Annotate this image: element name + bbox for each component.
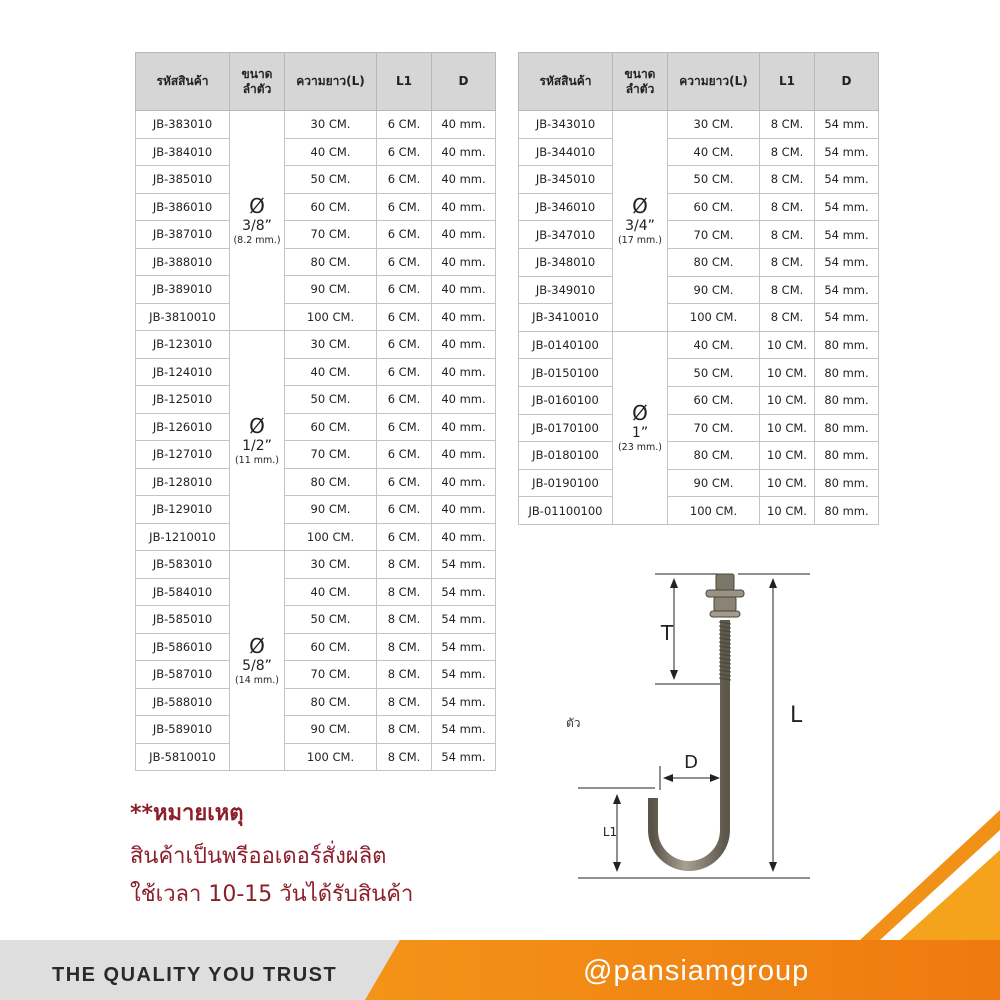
d-cell: 40 mm. (432, 303, 496, 331)
d-cell: 40 mm. (432, 193, 496, 221)
table-row (519, 193, 879, 221)
table-row (519, 386, 879, 414)
table-row (136, 468, 496, 496)
table-row (136, 386, 496, 414)
table-row (136, 661, 496, 689)
table-row (519, 276, 879, 304)
label-t: T (660, 621, 674, 645)
d-cell: 54 mm. (815, 221, 879, 249)
diameter-icon: Ø (249, 193, 265, 218)
product-code-cell: JB-383010 (136, 111, 230, 139)
table-row (136, 166, 496, 194)
table-row (136, 303, 496, 331)
label-d: D (684, 752, 698, 773)
length-cell: 70 CM. (285, 221, 377, 249)
diameter-cell (613, 111, 668, 332)
product-code-cell: JB-346010 (519, 193, 613, 221)
l1-cell: 8 CM. (377, 743, 432, 771)
table-row (519, 331, 879, 359)
lower-nut (714, 597, 736, 611)
top-nut (716, 574, 734, 590)
l1-cell: 8 CM. (760, 276, 815, 304)
length-cell: 50 CM. (668, 166, 760, 194)
diameter-cell (230, 331, 285, 551)
d-cell: 54 mm. (815, 276, 879, 304)
diameter-inch: 3/8” (242, 217, 272, 234)
d-cell: 54 mm. (815, 138, 879, 166)
product-code-cell: JB-588010 (136, 688, 230, 716)
product-code-cell: JB-0190100 (519, 469, 613, 497)
header-size (230, 53, 285, 111)
table-row (519, 111, 879, 139)
l1-cell: 8 CM. (760, 304, 815, 332)
product-code-cell: JB-01100100 (519, 497, 613, 525)
product-code-cell: JB-385010 (136, 166, 230, 194)
length-cell: 60 CM. (285, 633, 377, 661)
length-cell: 90 CM. (285, 496, 377, 524)
table-row (136, 551, 496, 579)
length-cell: 70 CM. (285, 441, 377, 469)
l1-cell: 8 CM. (760, 111, 815, 139)
product-code-cell: JB-386010 (136, 193, 230, 221)
length-cell: 40 CM. (285, 358, 377, 386)
d-cell: 80 mm. (815, 497, 879, 525)
bolt-rod (653, 620, 725, 866)
length-cell: 60 CM. (285, 413, 377, 441)
l1-cell: 8 CM. (760, 138, 815, 166)
product-code-cell: JB-384010 (136, 138, 230, 166)
l1-cell: 6 CM. (377, 331, 432, 359)
table-row (136, 496, 496, 524)
l1-cell: 6 CM. (377, 441, 432, 469)
header-l1: L1 (377, 53, 432, 111)
length-cell: 100 CM. (668, 304, 760, 332)
d-cell: 80 mm. (815, 442, 879, 470)
header-code: รหัสสินค้า (519, 53, 613, 111)
table-row (136, 331, 496, 359)
table-row (519, 414, 879, 442)
length-cell: 70 CM. (668, 414, 760, 442)
product-code-cell: JB-586010 (136, 633, 230, 661)
spec-table-left (135, 52, 496, 771)
l1-cell: 6 CM. (377, 138, 432, 166)
l1-cell: 6 CM. (377, 193, 432, 221)
l1-cell: 8 CM. (377, 551, 432, 579)
diameter-mm: (11 mm.) (234, 454, 280, 466)
product-code-cell: JB-348010 (519, 248, 613, 276)
header-code: รหัสสินค้า (136, 53, 230, 111)
length-cell: 100 CM. (285, 523, 377, 551)
d-cell: 54 mm. (815, 111, 879, 139)
d-cell: 80 mm. (815, 414, 879, 442)
table-row (519, 442, 879, 470)
l1-cell: 8 CM. (377, 716, 432, 744)
table-row (136, 716, 496, 744)
table-row (136, 441, 496, 469)
product-code-cell: JB-587010 (136, 661, 230, 689)
l1-cell: 8 CM. (377, 633, 432, 661)
footer-tagline: THE QUALITY YOU TRUST (52, 964, 338, 986)
diameter-inch: 3/4” (625, 217, 655, 234)
header-size-line1: ขนาด (624, 66, 656, 81)
d-cell: 54 mm. (432, 633, 496, 661)
header-size (613, 53, 668, 111)
d-cell: 80 mm. (815, 469, 879, 497)
label-l1: L1 (602, 825, 618, 839)
label-l: L (790, 703, 803, 728)
table-row (519, 248, 879, 276)
product-code-cell: JB-1210010 (136, 523, 230, 551)
product-code-cell: JB-343010 (519, 111, 613, 139)
d-cell: 80 mm. (815, 359, 879, 387)
table-row (136, 358, 496, 386)
table-row (136, 248, 496, 276)
length-cell: 70 CM. (285, 661, 377, 689)
length-cell: 90 CM. (668, 276, 760, 304)
corner-stripes (860, 790, 1000, 940)
d-cell: 54 mm. (432, 661, 496, 689)
d-cell: 54 mm. (432, 743, 496, 771)
lower-washer (710, 611, 740, 617)
d-cell: 40 mm. (432, 166, 496, 194)
product-code-cell: JB-583010 (136, 551, 230, 579)
length-cell: 90 CM. (285, 716, 377, 744)
d-cell: 40 mm. (432, 248, 496, 276)
table-row (136, 111, 496, 139)
table-row (136, 578, 496, 606)
header-d: D (432, 53, 496, 111)
length-cell: 90 CM. (285, 276, 377, 304)
l1-cell: 8 CM. (377, 688, 432, 716)
product-code-cell: JB-387010 (136, 221, 230, 249)
table-row (136, 221, 496, 249)
d-cell: 54 mm. (815, 193, 879, 221)
l1-cell: 10 CM. (760, 331, 815, 359)
length-cell: 30 CM. (285, 111, 377, 139)
table-row (136, 276, 496, 304)
l1-cell: 10 CM. (760, 469, 815, 497)
table-row (136, 688, 496, 716)
d-cell: 40 mm. (432, 468, 496, 496)
length-cell: 70 CM. (668, 221, 760, 249)
diameter-icon: Ø (249, 633, 265, 658)
table-row (519, 497, 879, 525)
product-code-cell: JB-124010 (136, 358, 230, 386)
d-cell: 54 mm. (432, 716, 496, 744)
l1-cell: 10 CM. (760, 414, 815, 442)
product-code-cell: JB-349010 (519, 276, 613, 304)
length-cell: 30 CM. (285, 331, 377, 359)
length-cell: 80 CM. (668, 248, 760, 276)
product-code-cell: JB-0160100 (519, 386, 613, 414)
product-code-cell: JB-0150100 (519, 359, 613, 387)
header-l1: L1 (760, 53, 815, 111)
diameter-icon: Ø (632, 400, 648, 425)
product-code-cell: JB-344010 (519, 138, 613, 166)
table-row (136, 606, 496, 634)
length-cell: 40 CM. (668, 331, 760, 359)
product-code-cell: JB-585010 (136, 606, 230, 634)
length-cell: 80 CM. (668, 442, 760, 470)
l1-cell: 8 CM. (377, 661, 432, 689)
length-cell: 100 CM. (285, 743, 377, 771)
d-cell: 54 mm. (432, 551, 496, 579)
product-code-cell: JB-126010 (136, 413, 230, 441)
l1-cell: 8 CM. (760, 248, 815, 276)
length-cell: 30 CM. (285, 551, 377, 579)
l1-cell: 6 CM. (377, 413, 432, 441)
d-cell: 40 mm. (432, 413, 496, 441)
length-cell: 30 CM. (668, 111, 760, 139)
j-bolt-diagram (560, 560, 840, 900)
header-length: ความยาว(L) (285, 53, 377, 111)
table-header-row (136, 53, 496, 111)
product-code-cell: JB-129010 (136, 496, 230, 524)
length-cell: 80 CM. (285, 468, 377, 496)
product-code-cell: JB-3810010 (136, 303, 230, 331)
d-cell: 40 mm. (432, 496, 496, 524)
length-cell: 40 CM. (285, 578, 377, 606)
length-cell: 90 CM. (668, 469, 760, 497)
table-row (519, 138, 879, 166)
l1-cell: 6 CM. (377, 221, 432, 249)
diameter-inch: 1/2” (242, 437, 272, 454)
footer-handle: @pansiamgroup (583, 955, 810, 987)
header-length: ความยาว(L) (668, 53, 760, 111)
product-code-cell: JB-589010 (136, 716, 230, 744)
length-cell: 80 CM. (285, 248, 377, 276)
d-cell: 40 mm. (432, 523, 496, 551)
product-code-cell: JB-128010 (136, 468, 230, 496)
length-cell: 60 CM. (668, 386, 760, 414)
header-size-line2: ลำตัว (625, 81, 655, 96)
length-cell: 50 CM. (285, 386, 377, 414)
l1-cell: 6 CM. (377, 358, 432, 386)
d-cell: 54 mm. (815, 304, 879, 332)
l1-cell: 6 CM. (377, 386, 432, 414)
product-code-cell: JB-3410010 (519, 304, 613, 332)
length-cell: 40 CM. (668, 138, 760, 166)
header-d: D (815, 53, 879, 111)
length-cell: 100 CM. (285, 303, 377, 331)
product-code-cell: JB-584010 (136, 578, 230, 606)
diameter-cell (613, 331, 668, 524)
table-row (519, 166, 879, 194)
product-code-cell: JB-0140100 (519, 331, 613, 359)
note-title: **หมายเหตุ (130, 801, 244, 826)
product-code-cell: JB-345010 (519, 166, 613, 194)
d-cell: 54 mm. (815, 166, 879, 194)
diameter-mm: (8.2 mm.) (233, 234, 281, 246)
length-cell: 60 CM. (668, 193, 760, 221)
length-cell: 60 CM. (285, 193, 377, 221)
note-line-2: ใช้เวลา 10-15 วันได้รับสินค้า (130, 882, 414, 907)
l1-cell: 10 CM. (760, 497, 815, 525)
diameter-mm: (14 mm.) (234, 674, 280, 686)
length-cell: 50 CM. (285, 606, 377, 634)
length-cell: 50 CM. (668, 359, 760, 387)
header-size-line2: ลำตัว (242, 81, 272, 96)
d-cell: 40 mm. (432, 331, 496, 359)
d-cell: 54 mm. (815, 248, 879, 276)
d-cell: 80 mm. (815, 331, 879, 359)
diameter-inch: 5/8” (242, 657, 272, 674)
product-code-cell: JB-389010 (136, 276, 230, 304)
diameter-mm: (17 mm.) (617, 234, 663, 246)
table-row (519, 221, 879, 249)
table-row (136, 138, 496, 166)
d-cell: 40 mm. (432, 138, 496, 166)
d-cell: 40 mm. (432, 111, 496, 139)
product-code-cell: JB-125010 (136, 386, 230, 414)
l1-cell: 6 CM. (377, 111, 432, 139)
product-code-cell: JB-127010 (136, 441, 230, 469)
l1-cell: 6 CM. (377, 166, 432, 194)
table-row (136, 633, 496, 661)
l1-cell: 8 CM. (377, 578, 432, 606)
d-cell: 40 mm. (432, 441, 496, 469)
l1-cell: 8 CM. (760, 193, 815, 221)
diameter-mm: (23 mm.) (617, 441, 663, 453)
d-cell: 54 mm. (432, 688, 496, 716)
l1-cell: 8 CM. (760, 166, 815, 194)
table-row (136, 523, 496, 551)
length-cell: 80 CM. (285, 688, 377, 716)
l1-cell: 6 CM. (377, 248, 432, 276)
l1-cell: 6 CM. (377, 303, 432, 331)
diameter-icon: Ø (249, 413, 265, 438)
diameter-icon: Ø (632, 193, 648, 218)
l1-cell: 10 CM. (760, 386, 815, 414)
d-cell: 54 mm. (432, 606, 496, 634)
l1-cell: 10 CM. (760, 442, 815, 470)
d-cell: 80 mm. (815, 386, 879, 414)
product-code-cell: JB-0180100 (519, 442, 613, 470)
l1-cell: 6 CM. (377, 523, 432, 551)
l1-cell: 6 CM. (377, 496, 432, 524)
table-row (136, 743, 496, 771)
header-size-line1: ขนาด (241, 66, 273, 81)
spec-table-right (518, 52, 879, 525)
dimension-l (769, 578, 777, 872)
table-row (136, 193, 496, 221)
l1-cell: 8 CM. (377, 606, 432, 634)
d-cell: 40 mm. (432, 276, 496, 304)
l1-cell: 6 CM. (377, 276, 432, 304)
l1-cell: 8 CM. (760, 221, 815, 249)
washer (706, 590, 744, 597)
diameter-inch: 1” (631, 424, 649, 441)
product-code-cell: JB-388010 (136, 248, 230, 276)
table-row (519, 359, 879, 387)
d-cell: 40 mm. (432, 386, 496, 414)
length-cell: 50 CM. (285, 166, 377, 194)
d-cell: 54 mm. (432, 578, 496, 606)
product-code-cell: JB-347010 (519, 221, 613, 249)
diameter-cell (230, 111, 285, 331)
length-cell: 100 CM. (668, 497, 760, 525)
d-cell: 40 mm. (432, 358, 496, 386)
l1-cell: 10 CM. (760, 359, 815, 387)
table-row (136, 413, 496, 441)
table-header-row (519, 53, 879, 111)
product-code-cell: JB-5810010 (136, 743, 230, 771)
product-code-cell: JB-0170100 (519, 414, 613, 442)
diameter-cell (230, 551, 285, 771)
note-line-1: สินค้าเป็นพรีออเดอร์สั่งผลิต (130, 844, 387, 869)
l1-cell: 6 CM. (377, 468, 432, 496)
stray-label: ตัว (566, 716, 581, 730)
length-cell: 40 CM. (285, 138, 377, 166)
d-cell: 40 mm. (432, 221, 496, 249)
table-row (519, 469, 879, 497)
product-code-cell: JB-123010 (136, 331, 230, 359)
table-row (519, 304, 879, 332)
